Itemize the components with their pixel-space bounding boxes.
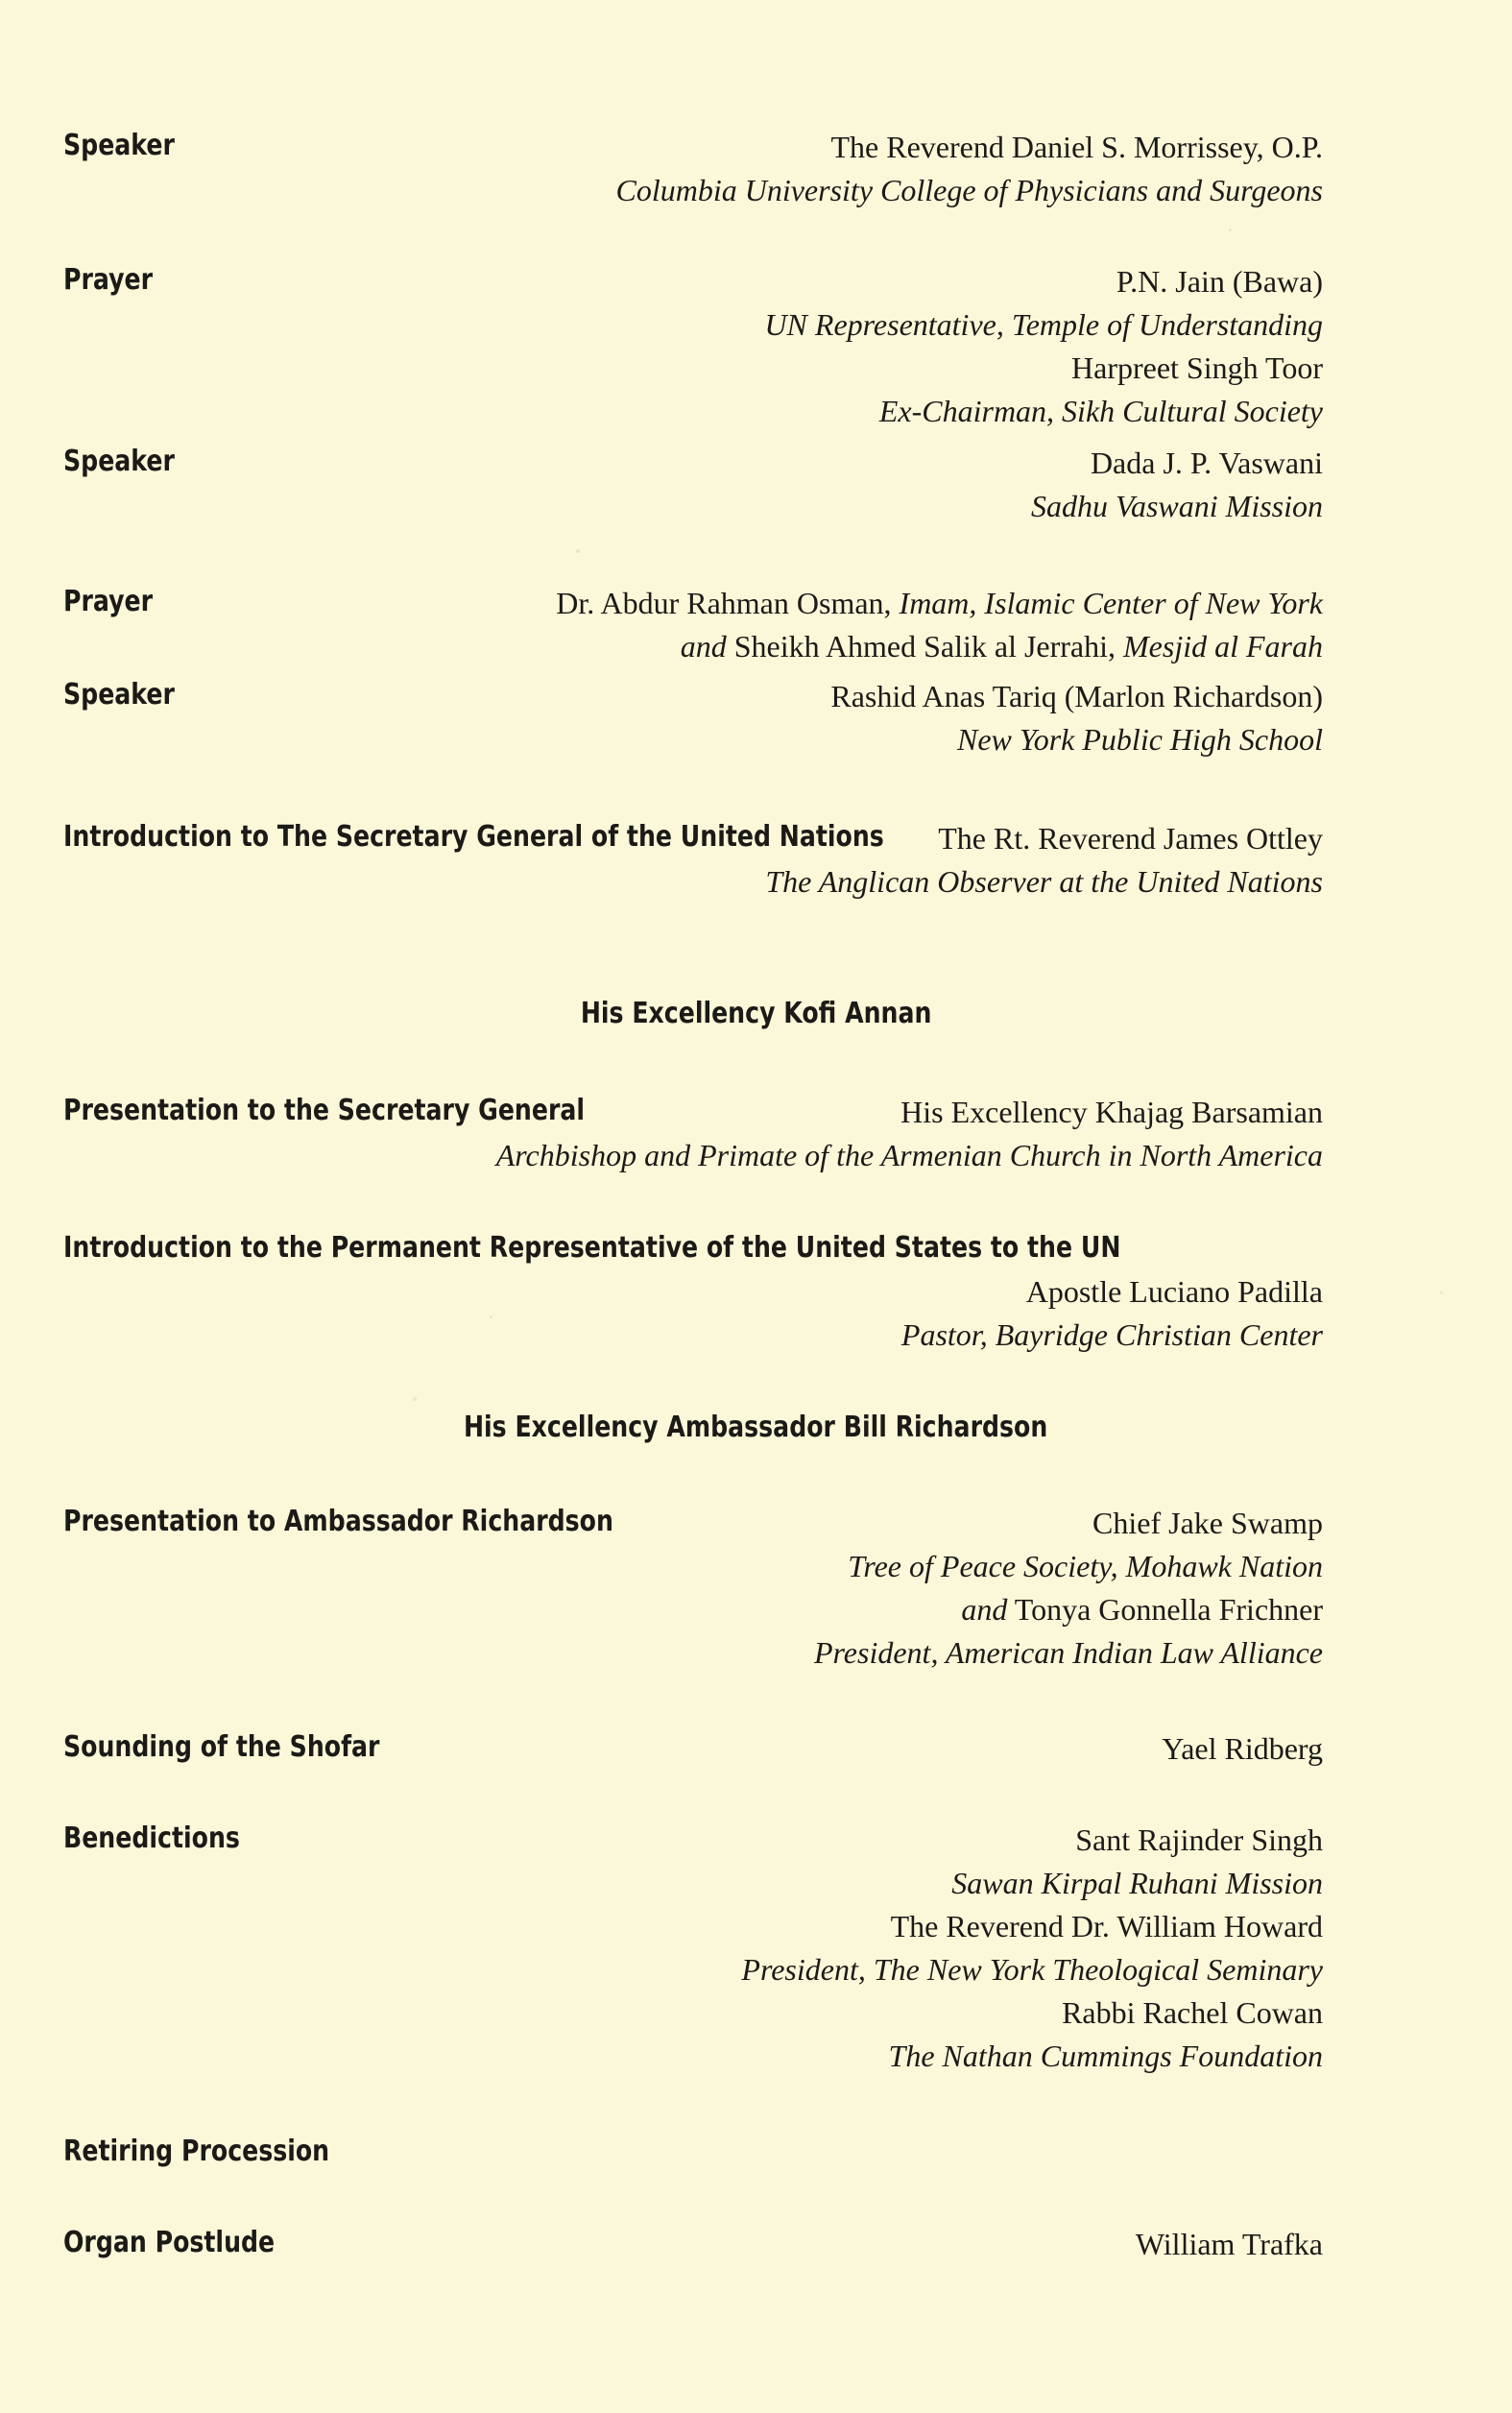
participant-line-part: and <box>961 1592 1008 1627</box>
program-section-label: Introduction to The Secretary General of the United Nations <box>63 820 884 854</box>
participant-line: Dada J. P. Vaswani <box>1090 446 1323 480</box>
participant-line: Sant Rajinder Singh <box>1075 1822 1323 1857</box>
participant-line: Chief Jake Swamp <box>1092 1506 1323 1540</box>
participant-line: The Reverend Dr. William Howard <box>890 1909 1323 1943</box>
participant-line: Archbishop and Primate of the Armenian Church in North America <box>495 1138 1323 1172</box>
participant-line: Rabbi Rachel Cowan <box>1062 1995 1323 2030</box>
program-section-label: Sounding of the Shofar <box>63 1730 380 1764</box>
program-section-label: Speaker <box>63 445 175 478</box>
participant-line: Apostle Luciano Padilla <box>1025 1274 1323 1309</box>
program-heading <box>0 997 1512 1030</box>
program-section-label: Presentation to the Secretary General <box>63 1094 586 1127</box>
participant-line: Pastor, Bayridge Christian Center <box>900 1317 1323 1352</box>
participant-line: Columbia University College of Physicians and Surgeons <box>615 173 1323 207</box>
program-section-label: Presentation to Ambassador Richardson <box>63 1505 613 1538</box>
participant-line <box>556 588 1323 618</box>
program-section-label: Speaker <box>63 129 175 162</box>
participant-line-part: Imam, Islamic Center of New York <box>899 586 1323 620</box>
participant-line: The Reverend Daniel S. Morrissey, O.P. <box>830 130 1323 164</box>
participant-line-part: Mesjid al Farah <box>1123 629 1323 664</box>
participant-line: UN Representative, Temple of Understanding <box>764 307 1323 342</box>
participant-line: P.N. Jain (Bawa) <box>1116 264 1323 299</box>
participant-line: William Trafka <box>1135 2227 1323 2261</box>
participant-line: President, American Indian Law Alliance <box>813 1635 1323 1670</box>
participant-line: Ex-Chairman, Sikh Cultural Society <box>878 394 1323 428</box>
participant-line: Harpreet Singh Toor <box>1071 350 1323 385</box>
participant-line: Rashid Anas Tariq (Marlon Richardson) <box>830 679 1323 713</box>
participant-line: President, The New York Theological Seminary <box>741 1952 1323 1987</box>
participant-line-part: Sheikh Ahmed Salik al Jerrahi, <box>726 629 1124 664</box>
participant-line: Yael Ridberg <box>1162 1731 1323 1766</box>
program-section-label: Speaker <box>63 678 175 712</box>
participant-line <box>681 631 1323 662</box>
participant-line: His Excellency Khajag Barsamian <box>900 1095 1323 1129</box>
participant-line: Sadhu Vaswani Mission <box>1030 489 1323 523</box>
participant-line: The Anglican Observer at the United Nations <box>765 864 1323 899</box>
program-heading-text: His Excellency Kofi Annan <box>580 997 932 1030</box>
participant-line: The Nathan Cummings Foundation <box>888 2039 1323 2073</box>
participant-line-part: and <box>680 629 727 664</box>
program-heading <box>0 1413 1512 1442</box>
program-section-label: Introduction to the Permanent Representative of the United States to the UN <box>63 1231 1121 1265</box>
participant-line: The Rt. Reverend James Ottley <box>938 821 1323 856</box>
participant-line: Tree of Peace Society, Mohawk Nation <box>848 1549 1323 1583</box>
program-section-label: Prayer <box>63 263 154 297</box>
program-section-label: Prayer <box>63 585 154 618</box>
participant-line-part: Dr. Abdur Rahman Osman, <box>556 586 900 620</box>
participant-line: Sawan Kirpal Ruhani Mission <box>951 1866 1323 1900</box>
program-section-label: Benedictions <box>63 1822 240 1855</box>
program-heading-text: His Excellency Ambassador Bill Richardson <box>464 1411 1048 1444</box>
program-section-label: Retiring Procession <box>63 2135 330 2168</box>
participant-line <box>961 1594 1323 1625</box>
program-section-label: Organ Postlude <box>63 2226 276 2259</box>
participant-line-part: Tonya Gonnella Frichner <box>1007 1592 1323 1627</box>
participant-line: New York Public High School <box>956 722 1323 757</box>
